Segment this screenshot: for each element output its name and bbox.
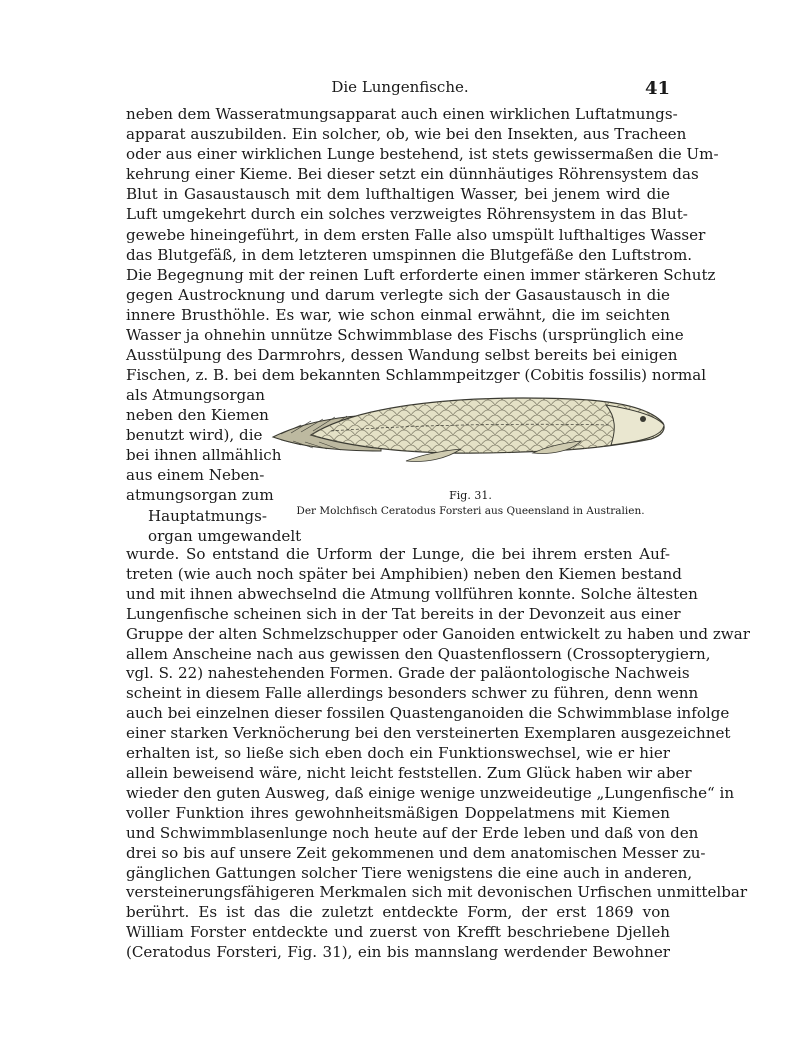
figure-label: Fig. 31. xyxy=(449,489,492,502)
text-line: Die Begegnung mit der reinen Luft erforderte einen immer stärkeren Schutz xyxy=(126,265,716,284)
paragraph-bottom xyxy=(126,545,750,963)
text-line: Lungenfische scheinen sich in der Tat bereits in der Devonzeit aus einer xyxy=(126,604,681,623)
text-line: als Atmungsorgan xyxy=(126,386,265,404)
figure-wrap-block xyxy=(126,385,670,550)
page-number: 41 xyxy=(644,78,670,99)
text-line: voller Funktion ihres gewohnheitsmäßigen Doppelatmens mit Kiemen xyxy=(126,803,670,822)
text-line: erhalten ist, so ließe sich eben doch ein Funktionswechsel, wie er hier xyxy=(126,744,670,763)
text-line: Luft umgekehrt durch ein solches verzweigtes Röhrensystem in das Blut- xyxy=(126,205,688,224)
text-line: Gruppe der alten Schmelzschupper oder Ganoiden entwickelt zu haben und zwar xyxy=(126,624,750,643)
text-line: oder aus einer wirklichen Lunge bestehend, ist stets gewissermaßen die Um- xyxy=(126,145,719,164)
wrapped-text-column xyxy=(126,385,302,546)
text-line: William Forster entdeckte und zuerst von Krefft beschriebene Djelleh xyxy=(126,923,670,942)
text-line: kehrung einer Kieme. Bei dieser setzt ein dünnhäutiges Röhrensystem das xyxy=(126,165,699,184)
text-line: das Blutgefäß, in dem letzteren umspinnen die Blutgefäße den Luftstrom. xyxy=(126,245,693,264)
text-line: und mit ihnen abwechselnd die Atmung vollführen konnte. Solche ältesten xyxy=(126,584,698,603)
text-line: allem Anscheine nach aus gewissen den Quastenflossern (Crossopterygiern, xyxy=(126,644,711,663)
text-line: (Ceratodus Forsteri, Fig. 31), ein bis mannslang werdender Bewohner xyxy=(126,943,670,962)
text-line: vgl. S. 22) nahestehenden Formen. Grade der paläontologische Nachweis xyxy=(126,664,690,683)
text-line: einer starken Verknöcherung bei den versteinerten Exemplaren ausgezeichnet xyxy=(126,724,731,743)
text-line: wieder den guten Ausweg, daß einige wenige unzweideutige „Lungenfische“ in xyxy=(126,783,735,802)
text-line: neben dem Wasseratmungsapparat auch einen wirklichen Luftatmungs- xyxy=(126,105,678,123)
fish-eye xyxy=(640,416,646,422)
text-line: Fischen, z. B. bei dem bekannten Schlammpeitzger (Cobitis fossilis) normal xyxy=(126,366,707,385)
figure-caption: Der Molchfisch Ceratodus Forsteri aus Queensland in Australien. xyxy=(296,505,645,517)
text-line: neben den Kiemen xyxy=(126,406,269,425)
text-line: Hauptatmungs- xyxy=(148,506,267,525)
text-line: aus einem Neben- xyxy=(126,466,265,485)
text-line: Ausstülpung des Darmrohrs, dessen Wandung selbst bereits bei einigen xyxy=(126,346,678,365)
text-line: auch bei einzelnen dieser fossilen Quastenganoiden die Schwimmblase infolge xyxy=(126,704,730,723)
paragraph-top xyxy=(126,104,719,385)
text-line: berührt. Es ist das die zuletzt entdeckte Form, der erst 1869 von xyxy=(126,903,670,922)
fish-head xyxy=(606,405,664,445)
text-line: bei ihnen allmählich xyxy=(126,446,282,465)
text-line: innere Brusthöhle. Es war, wie schon einmal erwähnt, die im seichten xyxy=(126,305,670,324)
running-head: Die Lungenfische. xyxy=(331,78,469,96)
text-line: Blut in Gasaustausch mit dem lufthaltigen Wasser, bei jenem wird die xyxy=(126,185,670,204)
text-line: organ umgewandelt xyxy=(148,526,302,545)
text-line: versteinerungsfähigeren Merkmalen sich mit devonischen Urfischen unmittelbar xyxy=(126,883,748,902)
text-line: scheint in diesem Falle allerdings besonders schwer zu führen, denn wenn xyxy=(126,684,699,703)
text-line: gewebe hineingeführt, in dem ersten Falle also umspült lufthaltiges Wasser xyxy=(126,225,706,244)
text-line: gänglichen Gattungen solcher Tiere wenigstens die eine auch in anderen, xyxy=(126,863,693,882)
text-line: allein beweisend wäre, nicht leicht feststellen. Zum Glück haben wir aber xyxy=(126,763,692,782)
text-line: Wasser ja ohnehin unnütze Schwimmblase des Fischs (ursprünglich eine xyxy=(126,326,684,345)
figure-31 xyxy=(271,385,670,550)
text-line: apparat auszubilden. Ein solcher, ob, wie bei den Insekten, aus Tracheen xyxy=(126,125,687,144)
text-line: atmungsorgan zum xyxy=(126,486,274,505)
text-line: drei so bis auf unsere Zeit gekommenen und dem anatomischen Messer zu- xyxy=(126,843,706,862)
text-line: und Schwimmblasenlunge noch heute auf der Erde leben und daß von den xyxy=(126,823,699,842)
text-line: treten (wie auch noch später bei Amphibien) neben den Kiemen bestand xyxy=(126,564,682,583)
lungfish-illustration xyxy=(271,385,670,485)
text-line: benutzt wird), die xyxy=(126,426,263,445)
text-line: gegen Austrocknung und darum verlegte sich der Gasaustausch in die xyxy=(126,285,670,304)
text-line: wurde. So entstand die Urform der Lunge, die bei ihrem ersten Auf- xyxy=(126,545,670,563)
